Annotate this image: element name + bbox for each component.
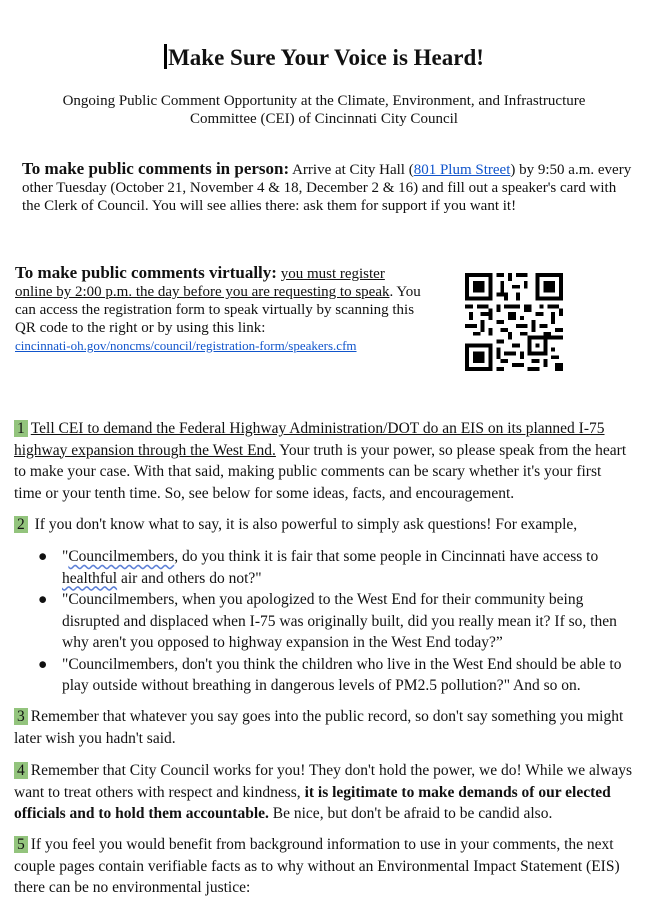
number-badge: 1 bbox=[14, 420, 28, 437]
item-2-text: If you don't know what to say, it is also powerful to simply ask questions! For example, bbox=[30, 516, 578, 533]
list-item bbox=[14, 654, 632, 697]
item-1-text: Your truth is your power, so please speak from the heart to make your case. With that said, making public comments can be scary whether it's your first time or your tenth time. So, see below for some ideas, facts, and encouragement. bbox=[14, 441, 627, 502]
virtual-heading: To make public comments virtually: bbox=[15, 263, 277, 282]
item-1 bbox=[14, 418, 632, 504]
in-person-heading: To make public comments in person: bbox=[22, 159, 290, 178]
number-badge: 5 bbox=[14, 836, 28, 853]
bullet-icon: ● bbox=[38, 655, 48, 673]
subtitle: Ongoing Public Comment Opportunity at the Climate, Environment, and Infrastructure Committee (CEI) of Cincinnati City Council bbox=[62, 93, 586, 127]
item-5-text: If you feel you would benefit from background information to use in your comments, the next couple pages contain verifiable facts as to why without an Environmental Impact Statement (EIS) there can be no environmental justice: bbox=[14, 836, 620, 896]
number-badge: 4 bbox=[14, 762, 28, 779]
bullet-icon: ● bbox=[38, 548, 48, 565]
number-badge: 3 bbox=[14, 708, 28, 725]
virtual-text: . You can access the registration form to speak virtually by scanning this QR code to the right or by using this link: bbox=[15, 284, 421, 336]
in-person-section bbox=[22, 160, 632, 215]
spellcheck-word: healthful bbox=[62, 569, 118, 587]
qr-code-icon[interactable] bbox=[465, 273, 563, 371]
item-4-emphasis: it is legitimate to make demands of our elected officials and to hold them accountable. bbox=[14, 783, 611, 822]
virtual-deadline: you must register online by 2:00 p.m. the day before you are requesting to speak bbox=[15, 266, 390, 300]
item-4-text-2: Be nice, but don't be afraid to be candid also. bbox=[268, 805, 553, 822]
example-questions-list bbox=[14, 546, 632, 697]
bullet-text: air and others do not?" bbox=[117, 569, 262, 587]
item-3 bbox=[14, 706, 632, 749]
bullet-text: "Councilmembers, don't you think the children who live in the West End should be able to play outside without breathing in dangerous levels of PM2.5 pollution?" And so on. bbox=[62, 655, 622, 694]
item-2 bbox=[14, 514, 632, 536]
in-person-text-1: Arrive at City Hall ( bbox=[289, 162, 414, 178]
address-link[interactable]: 801 Plum Street bbox=[413, 162, 511, 178]
item-1-demand: Tell CEI to demand the Federal Highway Administration/DOT do an EIS on its planned I-75 highway expansion through the West End. bbox=[14, 420, 605, 459]
bullet-text: " bbox=[62, 548, 69, 565]
page-title bbox=[0, 44, 648, 71]
list-item bbox=[14, 589, 632, 654]
bullet-text: "Councilmembers, when you apologized to the West End for their community being disrupted and displaced when I-75 was originally built, did you really mean it? If so, then why aren't you opposed to highway expansion in the West End today?” bbox=[62, 591, 617, 651]
item-4 bbox=[14, 760, 632, 825]
number-badge: 2 bbox=[14, 516, 28, 533]
list-item bbox=[14, 546, 632, 589]
item-5 bbox=[14, 834, 632, 899]
in-person-text-2: ) by 9:50 a.m. every other Tuesday (October 21, November 4 & 18, December 2 & 16) and fill out a speaker's card with the Clerk of Council. You will see allies there: ask them for support if you want it! bbox=[22, 162, 632, 214]
text-cursor bbox=[164, 44, 167, 69]
title-text: Make Sure Your Voice is Heard! bbox=[168, 45, 484, 70]
registration-link[interactable]: cincinnati-oh.gov/noncms/council/registration-form/speakers.cfm bbox=[15, 338, 357, 353]
item-3-text: Remember that whatever you say goes into the public record, so don't say something you might later wish you hadn't said. bbox=[14, 708, 624, 747]
bullet-icon: ● bbox=[38, 591, 48, 608]
spellcheck-word: Councilmembers bbox=[68, 548, 175, 565]
bullet-text: , do you think it is fair that some people in Cincinnati have access to bbox=[174, 548, 599, 565]
virtual-section bbox=[15, 264, 425, 355]
item-4-text: Remember that City Council works for you! They don't hold the power, we do! While we always want to treat others with respect and kindness, bbox=[14, 762, 632, 801]
